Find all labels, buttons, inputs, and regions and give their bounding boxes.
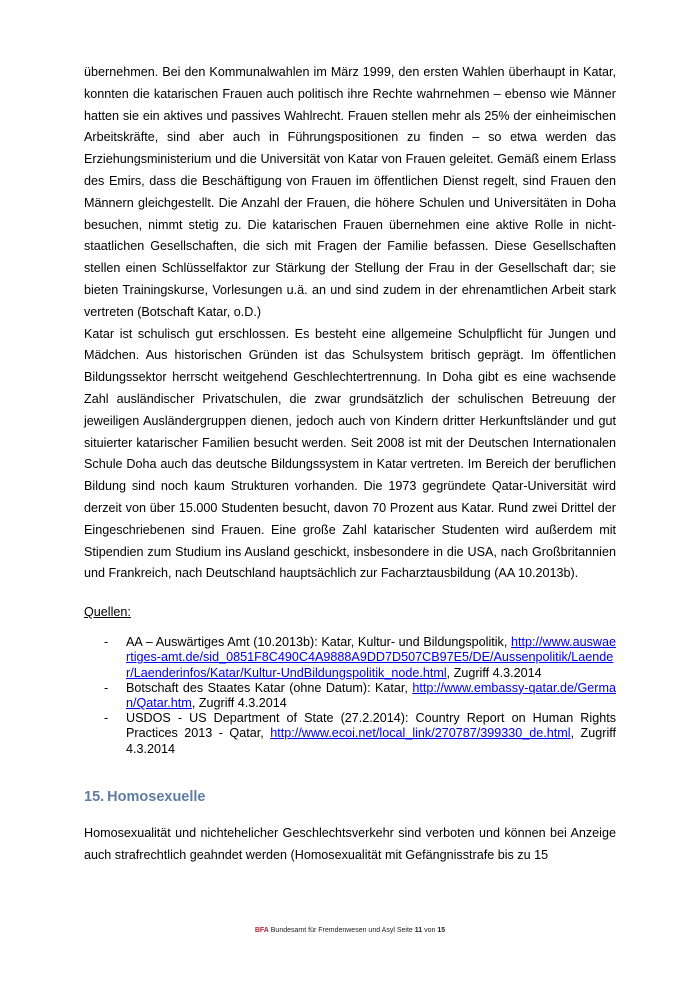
footer-of-label: von — [424, 927, 436, 934]
list-bullet: - — [104, 711, 109, 726]
footer-page-total: 15 — [437, 927, 446, 934]
source-access-date: , Zugriff 4.3.2014 — [126, 726, 617, 756]
source-item — [84, 711, 616, 757]
source-link[interactable]: http://www.embassy-qatar.de/German/Qatar.htm — [126, 680, 616, 710]
footer-brand-logo: BFA — [254, 927, 269, 934]
footer-page-label: Seite — [396, 927, 413, 934]
source-link[interactable]: http://www.ecoi.net/local_link/270787/399330_de.html — [270, 726, 571, 741]
section-heading — [84, 787, 616, 807]
body-paragraph: übernehmen. Bei den Kommunalwahlen im März 1999, den ersten Wahlen überhaupt in Katar, konnten die katarischen Frauen auch politisch ihre Rechte wahrnehmen – ebenso wie Männer hatten sie ein aktives und passives Wahlrecht. Frauen stellen mehr als 25% der einheimischen Arbeitskräfte, sind aber auch in Führungspositionen zu finden – so etwa werden das Erziehungsministerium und die Universität von Katar von Frauen geleitet. Gemäß einem Erlass des Emirs, dass die Beschäftigung von Frauen im öffentlichen Dienst regelt, sind Frauen den Männern gleichgestellt. Die Anzahl der Frauen, die höhere Schulen und Universitäten in Doha besuchen, nimmt stetig zu. Die katarischen Frauen übernehmen eine aktive Rolle in nicht-staatlichen Gesellschaften, die sich mit Fragen der Familie befassen. Diese Gesellschaften stellen einen Schlüsselfaktor zur Stärkung der Stellung der Frau in der Gesellschaft dar; sie bieten Trainingskurse, Vorlesungen u.ä. an und sind zudem in der ehrenamtlichen Arbeit stark vertreten (Botschaft Katar, o.D.) — [84, 65, 616, 319]
footer-page-number: 11 — [414, 927, 423, 934]
source-access-date: , Zugriff 4.3.2014 — [446, 665, 542, 680]
sources-heading: Quellen: — [84, 605, 131, 620]
list-bullet: - — [104, 635, 109, 650]
source-access-date: , Zugriff 4.3.2014 — [191, 695, 287, 710]
list-bullet: - — [104, 680, 109, 695]
footer-org-name: Bundesamt für Fremdenwesen und Asyl — [270, 927, 395, 934]
source-item — [84, 635, 616, 681]
body-paragraph: Katar ist schulisch gut erschlossen. Es besteht eine allgemeine Schulpflicht für Jungen und Mädchen. Aus historischen Gründen ist das Schulsystem britisch geprägt. Im öffentlichen Bildungssektor herrscht weitgehend Geschlechtertrennung. In Doha gibt es eine wachsende Zahl ausländischer Privatschulen, die zwar grundsätzlich der schulischen Betreuung der jeweiligen Ausländergruppen dienen, jedoch auch von Kindern dritter Herkunftsländer und gut situierter katarischer Familien besucht werden. Seit 2008 ist mit der Deutschen Internationalen Schule Doha auch das deutsche Bildungssystem in Katar vertreten. Im Bereich der beruflichen Bildung sind noch kaum Strukturen vorhanden. Die 1973 gegründete Qatar-Universität wird derzeit von über 15.000 Studenten besucht, davon 70 Prozent aus Katar. Rund zwei Drittel der Eingeschriebenen sind Frauen. Eine große Zahl katarischer Studenten wird außerdem mit Stipendien zum Studium ins Ausland geschickt, insbesondere in die USA, nach Großbritannien und Frankreich, nach Deutschland hauptsächlich zur Facharztausbildung (AA 10.2013b). — [84, 326, 616, 581]
source-item — [84, 681, 616, 711]
source-text: Botschaft des Staates Katar (ohne Datum): Katar, — [126, 680, 408, 695]
source-link[interactable]: http://www.auswaertiges-amt.de/sid_0851F8C490C4A9888A9DD7D507CB97E5/DE/Aussenpolitik/Laender/Laenderinfos/Katar/Kultur-UndBildungspolitik_node.html — [126, 635, 617, 680]
body-paragraph: Homosexualität und nichtehelicher Geschlechtsverkehr sind verboten und können bei Anzeige auch strafrechtlich geahndet werden (Homosexualität mit Gefängnisstrafe bis zu 15 — [84, 825, 616, 862]
section-title: Homosexuelle — [107, 788, 206, 805]
source-text: USDOS - US Department of State (27.2.2014): Country Report on Human Rights Practices 2013 - Qatar, — [126, 711, 616, 741]
sources-list — [84, 635, 616, 757]
source-text: AA – Auswärtiges Amt (10.2013b): Katar, Kultur- und Bildungspolitik, — [126, 635, 508, 650]
page-footer — [0, 927, 700, 934]
document-page — [84, 62, 616, 866]
section-number: 15. — [84, 788, 105, 805]
